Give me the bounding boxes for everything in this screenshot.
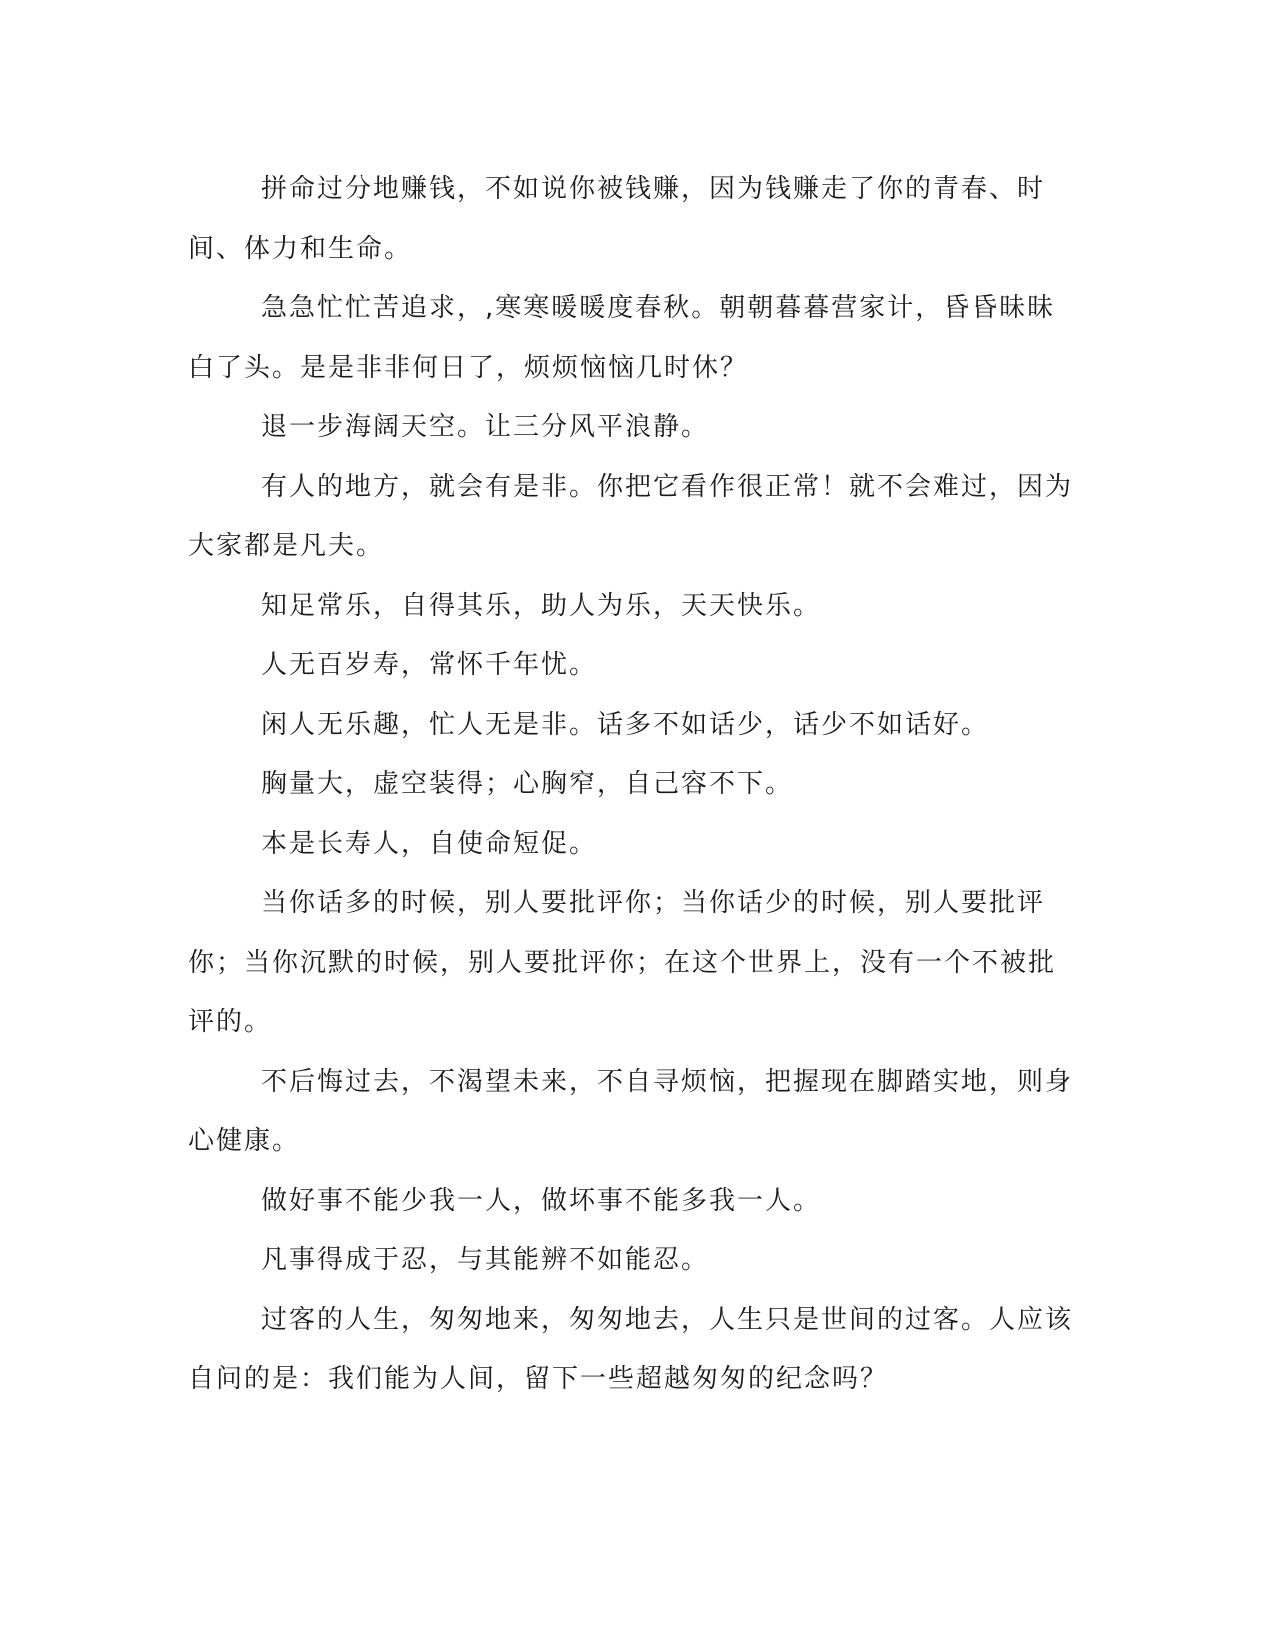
paragraph: 做好事不能少我一人，做坏事不能多我一人。 bbox=[261, 1185, 822, 1216]
paragraph: 拼命过分地赚钱，不如说你被钱赚，因为钱赚走了你的青春、时间、体力和生命。 bbox=[188, 174, 1046, 264]
paragraph: 知足常乐，自得其乐，助人为乐，天天快乐。 bbox=[261, 590, 822, 621]
paragraph: 凡事得成于忍，与其能辨不如能忍。 bbox=[261, 1245, 710, 1275]
paragraph: 退一步海阔天空。让三分风平浪静。 bbox=[261, 412, 710, 442]
document-body bbox=[188, 160, 1080, 1410]
paragraph: 急急忙忙苦追求，,寒寒暖暖度春秋。朝朝暮暮营家计，昏昏昧昧白了头。是是非非何日了，烦烦恼恼几时休？ bbox=[188, 293, 1056, 383]
paragraph: 本是长寿人，自使命短促。 bbox=[261, 828, 598, 859]
paragraph: 当你话多的时候，别人要批评你；当你话少的时候，别人要批评你；当你沉默的时候，别人要批评你；在这个世界上，没有一个不被批评的。 bbox=[188, 888, 1057, 1037]
paragraph: 人无百岁寿，常怀千年忧。 bbox=[261, 650, 598, 680]
paragraph: 有人的地方，就会有是非。你把它看作很正常！就不会难过，因为大家都是凡夫。 bbox=[188, 471, 1074, 561]
paragraph: 胸量大，虚空装得；心胸窄，自己容不下。 bbox=[261, 769, 794, 799]
paragraph: 过客的人生，匆匆地来，匆匆地去，人生只是世间的过客。人应该自问的是：我们能为人间，留下一些超越匆匆的纪念吗？ bbox=[188, 1304, 1074, 1394]
paragraph: 不后悔过去，不渴望未来，不自寻烦恼，把握现在脚踏实地，则身心健康。 bbox=[188, 1066, 1074, 1156]
paragraph: 闲人无乐趣，忙人无是非。话多不如话少，话少不如话好。 bbox=[261, 709, 990, 740]
